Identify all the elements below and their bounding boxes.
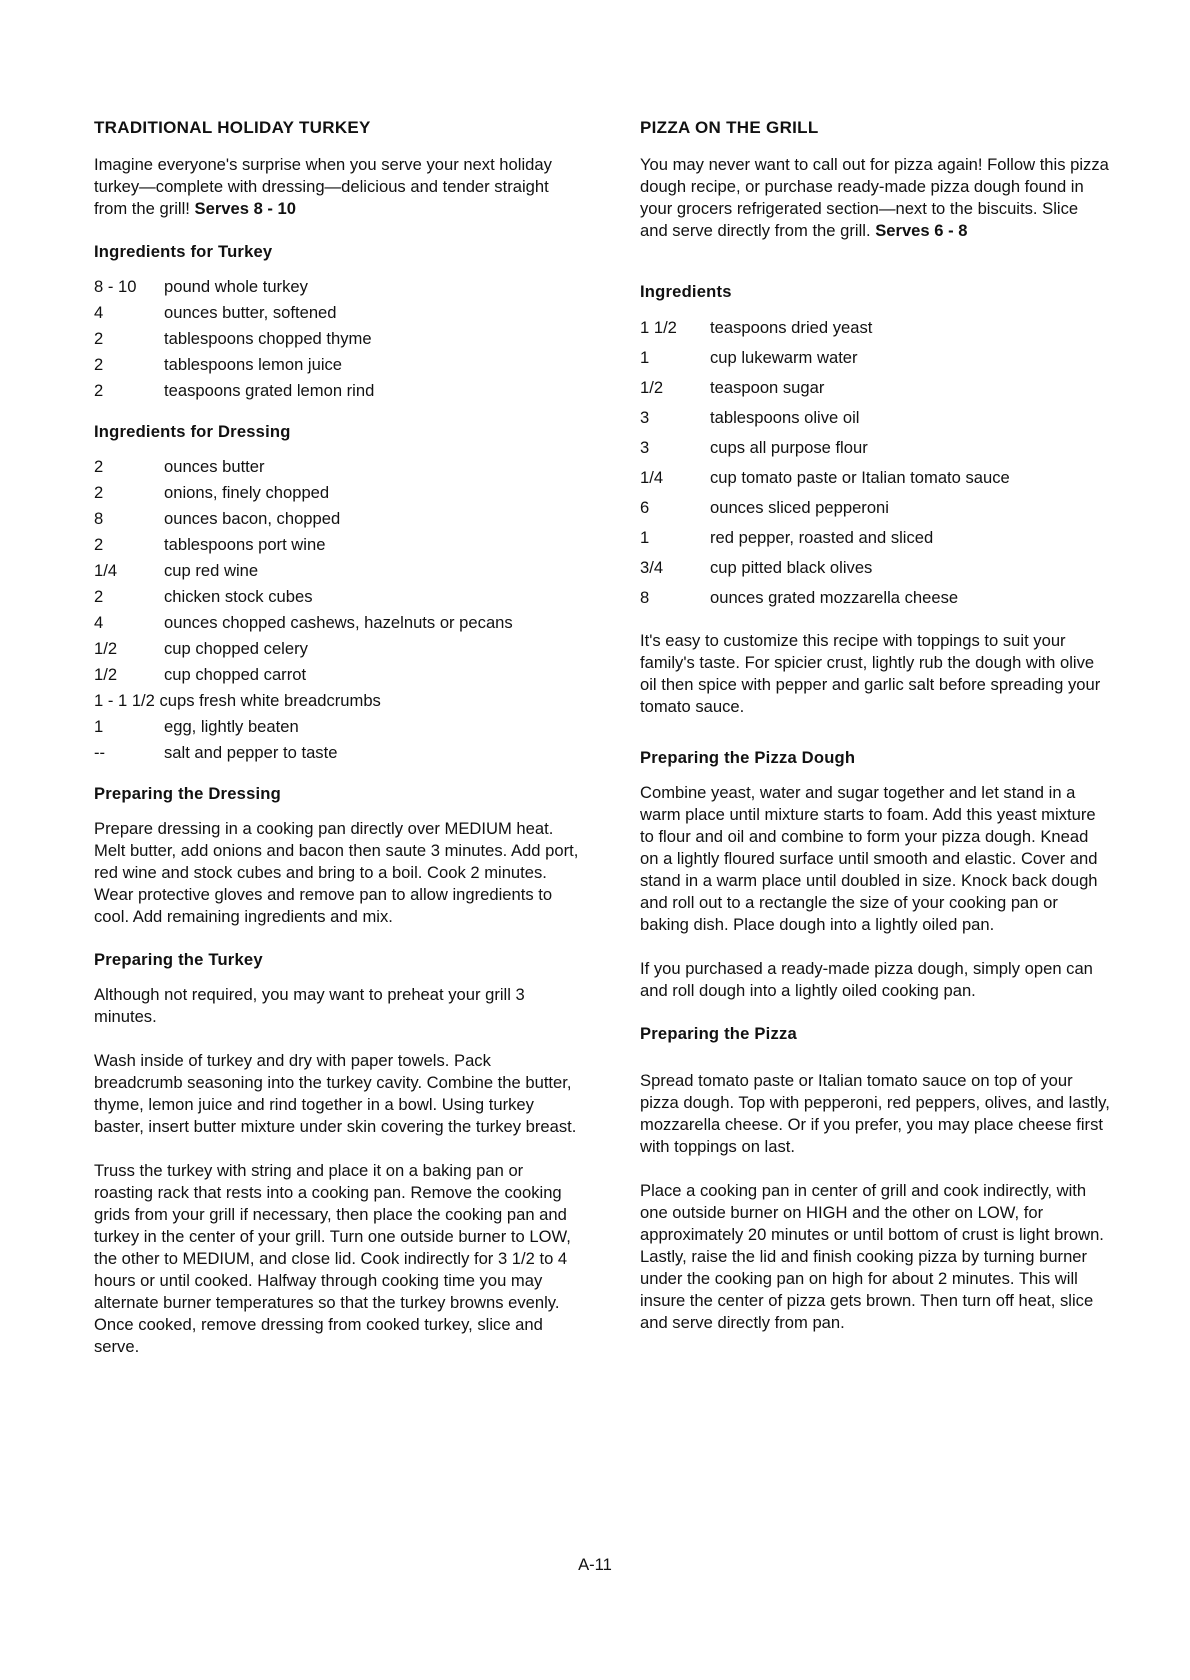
- ingredient-item: [94, 380, 584, 402]
- ingredient-item: [94, 560, 584, 582]
- ingredient-breadcrumbs: 1 - 1 1/2 cups fresh white breadcrumbs: [94, 691, 381, 710]
- page-number: A-11: [578, 1555, 612, 1574]
- prep-dough-text-2: If you purchased a ready-made pizza dough, simply open can and roll dough into a lightly oiled cooking pan.: [640, 959, 1093, 1000]
- ingredient-qty: 3: [640, 408, 650, 427]
- ingredient-qty: 2: [94, 483, 104, 502]
- ingredient-desc: chicken stock cubes: [164, 587, 313, 606]
- prep-pizza-text-1: Spread tomato paste or Italian tomato sauce on top of your pizza dough. Top with pepperoni, red peppers, olives, and lastly, mozzarella cheese. Or if you prefer, you may place cheese first with toppings on last.: [640, 1071, 1110, 1156]
- ingredient-item: [94, 690, 584, 712]
- ingredient-item: [94, 456, 584, 478]
- ingredient-desc: cup lukewarm water: [710, 348, 858, 367]
- prep-turkey-text-1: Although not required, you may want to preheat your grill 3 minutes.: [94, 985, 525, 1026]
- ingredient-qty: 2: [94, 587, 104, 606]
- ingredient-desc: ounces bacon, chopped: [164, 509, 341, 528]
- ingredient-item: [94, 638, 584, 660]
- prep-turkey-text-3: Truss the turkey with string and place it on a baking pan or roasting rack that rests into a cooking pan. Remove the cooking grids from your grill if necessary, then place the cooking pan and turkey in the center of your grill. Turn one outside burner to LOW, the other to MEDIUM, and close lid. Cook indirectly for 3 1/2 to 4 hours or until cooked. Halfway through cooking time you may alternate burner temperatures so that the turkey browns evenly. Once cooked, remove dressing from cooked turkey, slice and serve.: [94, 1161, 571, 1356]
- ingredient-item: [640, 376, 1110, 400]
- ingredient-item: [94, 354, 584, 376]
- ingredient-qty: 2: [94, 329, 104, 348]
- prep-dough-heading: Preparing the Pizza Dough: [640, 748, 856, 767]
- ingredient-desc: tablespoons chopped thyme: [164, 329, 372, 348]
- ingredient-item: [640, 526, 1110, 550]
- ingredient-item: [640, 586, 1110, 610]
- ingredient-qty: --: [94, 743, 106, 762]
- ingredient-desc: cup tomato paste or Italian tomato sauce: [710, 468, 1010, 487]
- ingredient-desc: egg, lightly beaten: [164, 717, 299, 736]
- pizza-serves: Serves 6 - 8: [875, 221, 968, 240]
- ingredient-desc: salt and pepper to taste: [164, 743, 338, 762]
- prep-turkey-text-2: Wash inside of turkey and dry with paper towels. Pack breadcrumb seasoning into the turkey cavity. Combine the butter, thyme, lemon juice and rind together in a bowl. Using turkey baster, insert butter mixture under skin covering the turkey breast.: [94, 1051, 577, 1136]
- ingredient-qty: 1: [640, 528, 650, 547]
- turkey-serves: Serves 8 - 10: [194, 199, 297, 218]
- ingredient-desc: cup chopped celery: [164, 639, 308, 658]
- ingredient-desc: teaspoons dried yeast: [710, 318, 873, 337]
- ingredient-desc: ounces sliced pepperoni: [710, 498, 889, 517]
- turkey-intro: [94, 154, 584, 220]
- prep-dressing-text: Prepare dressing in a cooking pan directly over MEDIUM heat. Melt butter, add onions and bacon then saute 3 minutes. Add port, red wine and stock cubes and bring to a boil. Cook 2 minutes. Wear protective gloves and remove pan to allow ingredients to cool. Add remaining ingredients and mix.: [94, 819, 579, 926]
- prep-dough-text-1: Combine yeast, water and sugar together and let stand in a warm place until mixture starts to foam. Add this yeast mixture to flour and oil and combine to form your pizza dough. Knead on a lightly floured surface until smooth and elastic. Cover and stand in a warm place until doubled in size. Knock back dough and roll out to a rectangle the size of your cooking pan or baking dish. Place dough into a lightly oiled pan.: [640, 783, 1098, 934]
- ingredient-desc: onions, finely chopped: [164, 483, 330, 502]
- pizza-intro: [640, 154, 1110, 242]
- ingredient-desc: cup red wine: [164, 561, 259, 580]
- ingredient-desc: ounces grated mozzarella cheese: [710, 588, 959, 607]
- ingredient-item: [94, 482, 584, 504]
- ingredient-desc: teaspoon sugar: [710, 378, 825, 397]
- ingredient-item: [94, 276, 584, 298]
- ingredient-item: [94, 508, 584, 530]
- pizza-ingredients-list: [640, 316, 1110, 610]
- ingredient-item: [94, 742, 584, 764]
- ingredient-item: [94, 302, 584, 324]
- ingredient-qty: 1/2: [94, 665, 118, 684]
- dressing-ingredients-heading: Ingredients for Dressing: [94, 422, 291, 441]
- ingredient-desc: tablespoons port wine: [164, 535, 326, 554]
- ingredient-desc: pound whole turkey: [164, 277, 308, 296]
- ingredient-item: [640, 406, 1110, 430]
- ingredient-qty: 2: [94, 535, 104, 554]
- ingredient-desc: cup chopped carrot: [164, 665, 307, 684]
- ingredient-qty: 3: [640, 438, 650, 457]
- ingredient-qty: 4: [94, 613, 104, 632]
- ingredient-item: [94, 716, 584, 738]
- turkey-ingredients-list: [94, 276, 584, 402]
- ingredient-qty: 4: [94, 303, 104, 322]
- ingredient-item: [640, 496, 1110, 520]
- pizza-intro-text: You may never want to call out for pizza again! Follow this pizza dough recipe, or purchase ready-made pizza dough found in your grocers refrigerated section—next to the biscuits. Slice and serve directly from the grill.: [640, 155, 1109, 240]
- ingredient-item: [640, 556, 1110, 580]
- prep-pizza-text-2: Place a cooking pan in center of grill and cook indirectly, with one outside burner on HIGH and the other on LOW, for approximately 20 minutes or until bottom of crust is light brown. Lastly, raise the lid and finish cooking pizza by turning burner under the cooking pan on high for about 2 minutes. This will insure the center of pizza gets brown. Then turn off heat, slice and serve directly from pan.: [640, 1181, 1104, 1332]
- ingredient-desc: tablespoons olive oil: [710, 408, 860, 427]
- ingredient-item: [94, 534, 584, 556]
- ingredient-qty: 1/2: [94, 639, 118, 658]
- ingredient-item: [94, 586, 584, 608]
- ingredient-qty: 2: [94, 457, 104, 476]
- pizza-customize-text: It's easy to customize this recipe with toppings to suit your family's taste. For spicier crust, lightly rub the dough with olive oil then spice with pepper and garlic salt before spreading your tomato sauce.: [640, 631, 1101, 716]
- ingredient-qty: 1: [640, 348, 650, 367]
- ingredient-qty: 6: [640, 498, 650, 517]
- prep-turkey-heading: Preparing the Turkey: [94, 950, 263, 969]
- ingredient-qty: 1: [94, 717, 104, 736]
- ingredient-qty: 1 1/2: [640, 318, 677, 337]
- ingredient-qty: 8: [94, 509, 104, 528]
- ingredient-qty: 2: [94, 381, 104, 400]
- pizza-recipe-column: [640, 118, 1110, 1356]
- prep-dressing-heading: Preparing the Dressing: [94, 784, 281, 803]
- ingredient-desc: red pepper, roasted and sliced: [710, 528, 934, 547]
- ingredient-qty: 1/2: [640, 378, 664, 397]
- ingredient-qty: 3/4: [640, 558, 664, 577]
- ingredient-desc: teaspoons grated lemon rind: [164, 381, 375, 400]
- ingredient-qty: 8 - 10: [94, 277, 137, 296]
- turkey-ingredients-heading: Ingredients for Turkey: [94, 242, 273, 261]
- ingredient-desc: cup pitted black olives: [710, 558, 873, 577]
- ingredient-item: [94, 612, 584, 634]
- ingredient-desc: ounces butter: [164, 457, 265, 476]
- ingredient-qty: 1/4: [94, 561, 118, 580]
- ingredient-item: [640, 316, 1110, 340]
- ingredient-item: [94, 328, 584, 350]
- ingredient-item: [640, 436, 1110, 460]
- ingredient-item: [94, 664, 584, 686]
- ingredient-qty: 2: [94, 355, 104, 374]
- pizza-title: PIZZA ON THE GRILL: [640, 118, 819, 137]
- prep-pizza-heading: Preparing the Pizza: [640, 1024, 797, 1043]
- dressing-ingredients-list: [94, 456, 584, 764]
- turkey-title: TRADITIONAL HOLIDAY TURKEY: [94, 118, 371, 137]
- ingredient-item: [640, 466, 1110, 490]
- ingredient-item: [640, 346, 1110, 370]
- turkey-recipe-column: [94, 118, 584, 1380]
- ingredient-desc: ounces chopped cashews, hazelnuts or pecans: [164, 613, 513, 632]
- ingredient-qty: 1/4: [640, 468, 664, 487]
- ingredient-desc: cups all purpose flour: [710, 438, 868, 457]
- ingredient-qty: 8: [640, 588, 650, 607]
- ingredient-desc: ounces butter, softened: [164, 303, 337, 322]
- pizza-ingredients-heading: Ingredients: [640, 282, 732, 301]
- ingredient-desc: tablespoons lemon juice: [164, 355, 343, 374]
- turkey-intro-text: Imagine everyone's surprise when you serve your next holiday turkey—complete with dressing—delicious and tender straight from the grill!: [94, 155, 552, 218]
